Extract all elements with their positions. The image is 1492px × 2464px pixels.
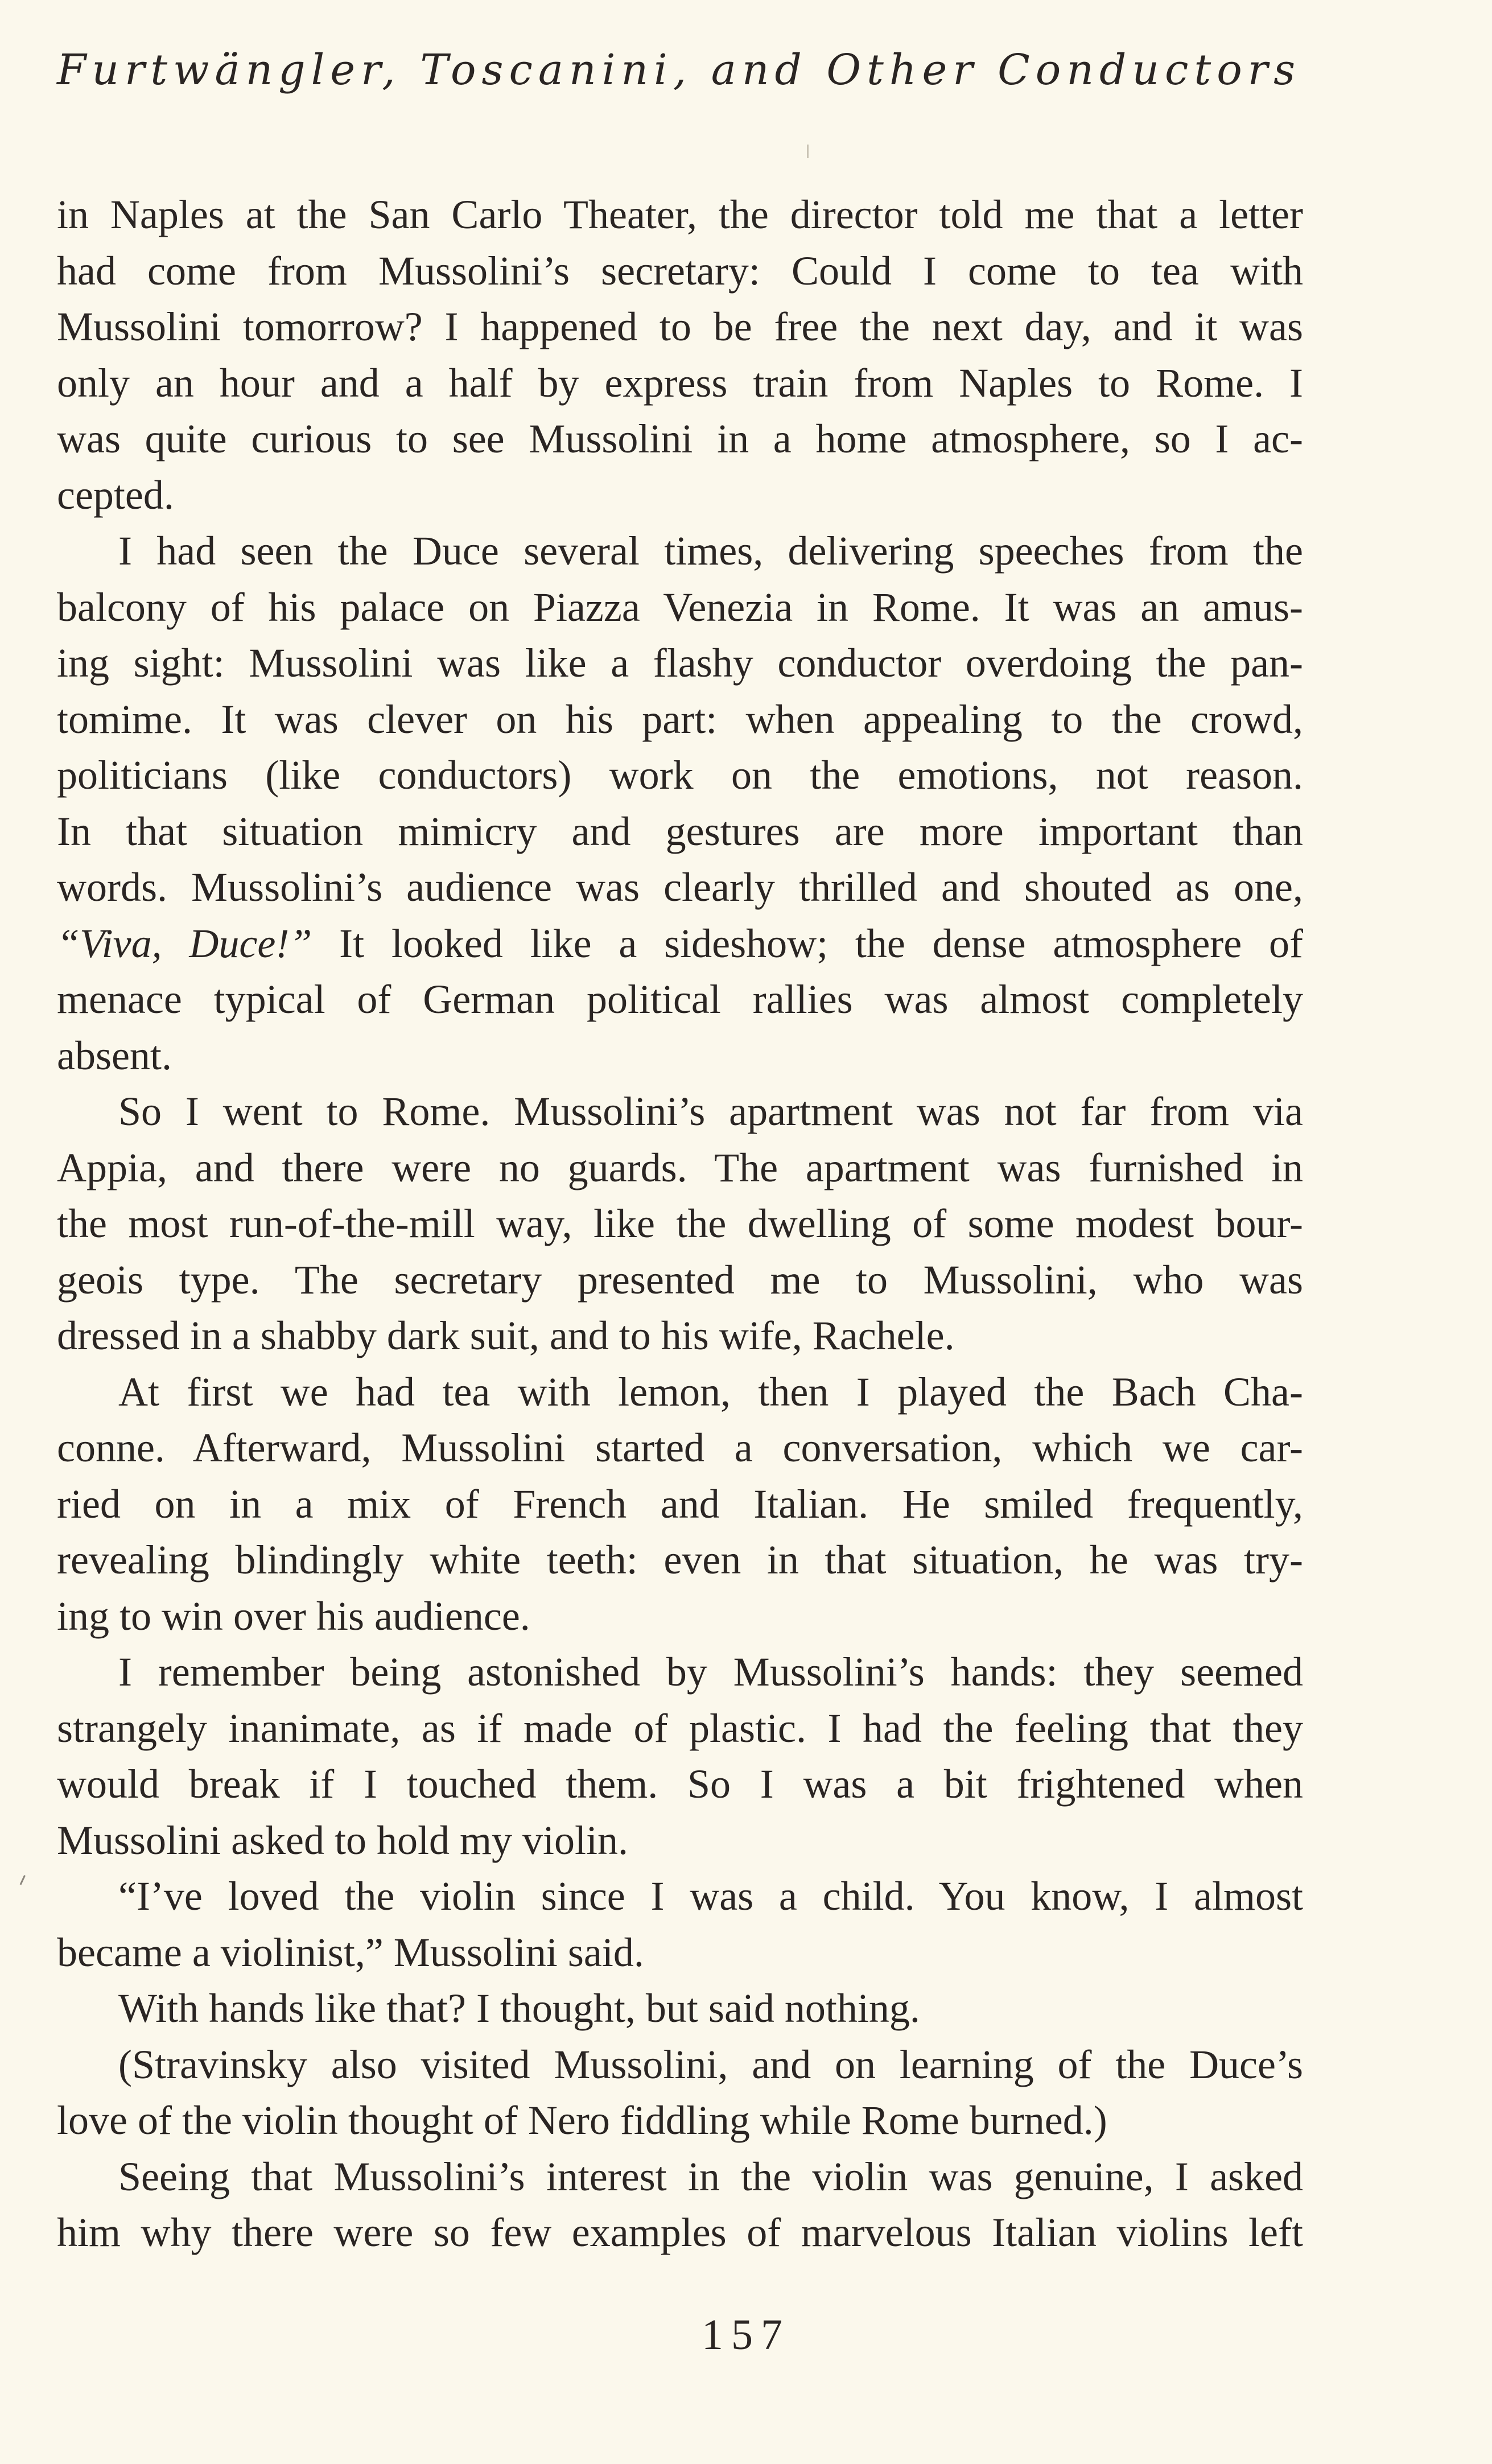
text-line: love of the violin thought of Nero fiddling while Rome burned.) — [57, 2098, 1107, 2143]
text-line: cepted. — [57, 472, 174, 518]
text-line: Mussolini asked to hold my violin. — [57, 1817, 629, 1863]
stray-mark-top — [807, 145, 809, 158]
text-line: words. Mussolini’s audience was clearly thrilled and shouted as one, — [57, 864, 1303, 910]
margin-mark — [20, 1875, 29, 1886]
text-line: became a violinist,” Mussolini said. — [57, 1929, 644, 1975]
paragraph-first-line: Seeing that Mussolini’s interest in the violin was genuine, I asked — [118, 2153, 1303, 2199]
text-line: balcony of his palace on Piazza Venezia in Rome. It was an amus- — [57, 584, 1303, 630]
text-line: strangely inanimate, as if made of plastic. I had the feeling that they — [57, 1705, 1303, 1751]
body-text — [57, 187, 1303, 2261]
text-line: ried on in a mix of French and Italian. He smiled frequently, — [57, 1481, 1303, 1527]
text-line: him why there were so few examples of marvelous Italian violins left — [57, 2210, 1303, 2255]
text-line: “Viva, Duce!” It looked like a sideshow; the dense atmosphere of — [57, 920, 1303, 966]
paragraph-first-line: I had seen the Duce several times, delivering speeches from the — [118, 528, 1303, 574]
text-line: ing to win over his audience. — [57, 1593, 530, 1639]
paragraph-first-line: So I went to Rome. Mussolini’s apartment was not far from via — [118, 1089, 1303, 1134]
text-line: dressed in a shabby dark suit, and to his wife, Rachele. — [57, 1313, 955, 1358]
text-line: had come from Mussolini’s secretary: Could I come to tea with — [57, 248, 1303, 294]
running-head: Furtwängler, Toscanini, and Other Conductors — [57, 46, 1301, 94]
paragraph-first-line: At first we had tea with lemon, then I played the Bach Cha- — [118, 1369, 1303, 1415]
page-number: 157 — [702, 2311, 790, 2359]
text-line: tomime. It was clever on his part: when appealing to the crowd, — [57, 696, 1303, 742]
paragraph-first-line: I remember being astonished by Mussolini’s hands: they seemed — [118, 1649, 1303, 1695]
text-line: the most run-of-the-mill way, like the dwelling of some modest bour- — [57, 1201, 1303, 1246]
text-line: revealing blindingly white teeth: even in that situation, he was try- — [57, 1537, 1303, 1583]
text-line: politicians (like conductors) work on the emotions, not reason. — [57, 752, 1303, 798]
text-line: only an hour and a half by express train from Naples to Rome. I — [57, 360, 1303, 406]
text-line: Appia, and there were no guards. The apartment was furnished in — [57, 1144, 1303, 1190]
text-line: in Naples at the San Carlo Theater, the director told me that a letter — [57, 192, 1303, 237]
paragraph-first-line: “I’ve loved the violin since I was a child. You know, I almost — [118, 1873, 1303, 1919]
text-line: would break if I touched them. So I was a bit frightened when — [57, 1761, 1303, 1807]
text-line: Mussolini tomorrow? I happened to be free the next day, and it was — [57, 304, 1303, 349]
text-line: absent. — [57, 1032, 172, 1078]
paragraph-first-line: With hands like that? I thought, but said nothing. — [118, 1985, 920, 2031]
text-line: In that situation mimicry and gestures are more important than — [57, 808, 1303, 854]
text-line: geois type. The secretary presented me to Mussolini, who was — [57, 1256, 1303, 1303]
text-line: was quite curious to see Mussolini in a home atmosphere, so I ac- — [57, 416, 1303, 462]
italic-quote: “Viva, Duce!” — [57, 920, 312, 966]
text-line: menace typical of German political rallies was almost completely — [57, 976, 1303, 1022]
paragraph-first-line: (Stravinsky also visited Mussolini, and on learning of the Duce’s — [118, 2041, 1303, 2087]
text-line: ing sight: Mussolini was like a flashy conductor overdoing the pan- — [57, 640, 1303, 686]
text-line: conne. Afterward, Mussolini started a conversation, which we car- — [57, 1425, 1303, 1470]
